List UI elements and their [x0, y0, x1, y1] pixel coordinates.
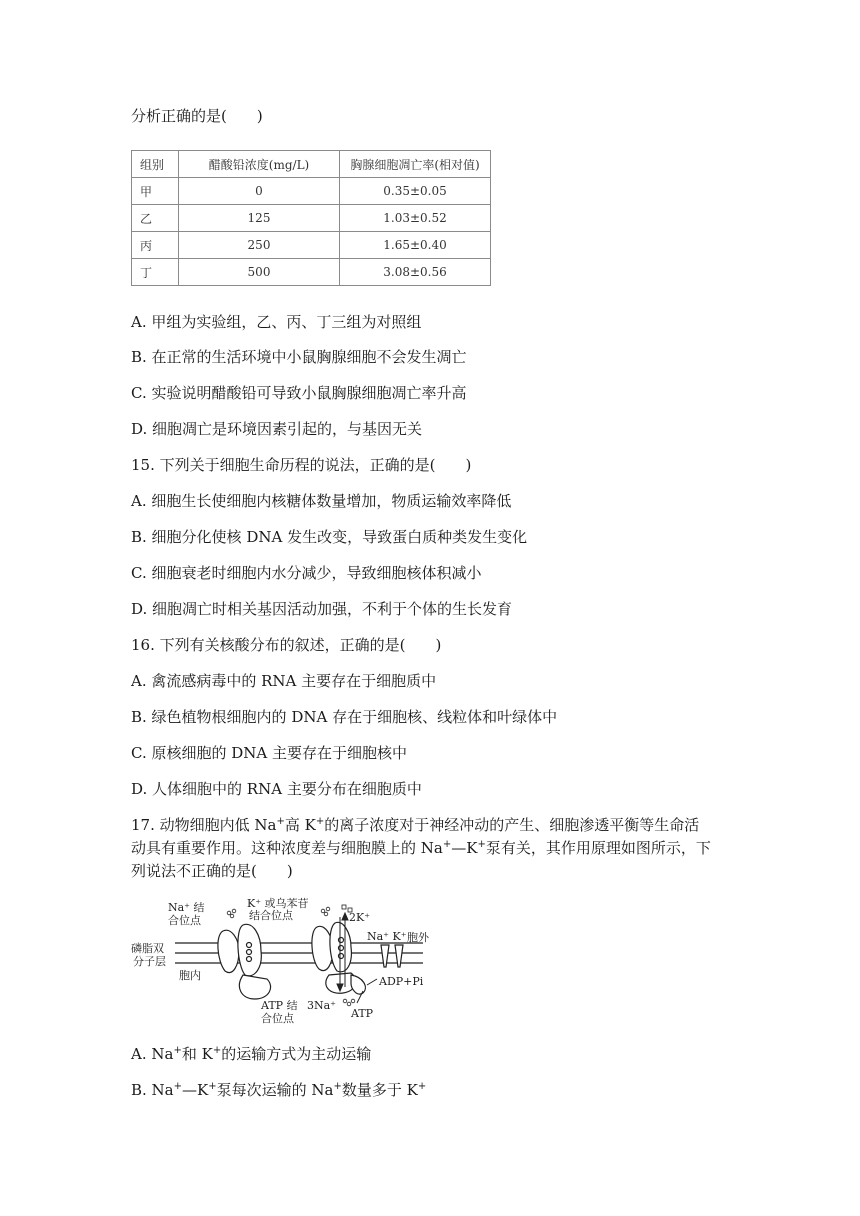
table-cell: 1.65±0.40 [340, 232, 491, 259]
atp-label: ATP [351, 1007, 374, 1020]
q16-option-c: C. 原核细胞的 DNA 主要存在于细胞核中 [131, 744, 408, 762]
table-header: 胸腺细胞凋亡率(相对值) [340, 151, 491, 178]
q14-option-a: A. 甲组为实验组，乙、丙、丁三组为对照组 [131, 313, 422, 331]
table-header: 组别 [132, 151, 179, 178]
q14-option-b: B. 在正常的生活环境中小鼠胸腺细胞不会发生凋亡 [131, 348, 467, 366]
outside-label: 胞外 [407, 931, 429, 944]
table-row [132, 205, 491, 232]
q17-option-b: B. Na+—K+泵每次运输的 Na+数量多于 K+ [131, 1081, 427, 1099]
k-site-label: 结合位点 [249, 909, 293, 922]
ion-channels [381, 945, 403, 967]
bilayer-label: 磷脂双 [131, 942, 164, 955]
q15-option-d: D. 细胞凋亡时相关基因活动加强，不利于个体的生长发育 [131, 600, 513, 618]
q16-stem: 16. 下列有关核酸分布的叙述，正确的是( ) [131, 636, 442, 654]
table-cell: 甲 [132, 178, 179, 205]
q16-option-d: D. 人体细胞中的 RNA 主要分布在细胞质中 [131, 780, 422, 798]
q17-option-a: A. Na+和 K+的运输方式为主动运输 [131, 1045, 372, 1063]
k-site-label: K⁺ 或乌苯苷 [247, 897, 309, 910]
q17-stem-line3: 列说法不正确的是( ) [131, 862, 293, 880]
pump-left [218, 924, 271, 999]
q16-option-a: A. 禽流感病毒中的 RNA 主要存在于细胞质中 [131, 672, 437, 690]
q17-stem-line1: 17. 动物细胞内低 Na+高 K+的离子浓度对于神经冲动的产生、细胞渗透平衡等生命活 [131, 816, 700, 834]
data-table [131, 150, 491, 286]
atp-site-label: 合位点 [261, 1012, 294, 1025]
na-site-label: 合位点 [168, 914, 201, 927]
q15-option-a: A. 细胞生长使细胞内核糖体数量增加，物质运输效率降低 [131, 492, 512, 510]
na-k-channel-label: Na⁺ K⁺ [367, 930, 407, 943]
q15-stem: 15. 下列关于细胞生命历程的说法，正确的是( ) [131, 456, 472, 474]
atp-site-label: ATP 结 [261, 999, 298, 1012]
table-cell: 0.35±0.05 [340, 178, 491, 205]
table-cell: 125 [179, 205, 340, 232]
na-site-label: Na⁺ 结 [168, 901, 205, 914]
table-cell: 丁 [132, 259, 179, 286]
adp-label: ADP+Pi [379, 975, 424, 988]
table-cell: 3.08±0.56 [340, 259, 491, 286]
q16-option-b: B. 绿色植物根细胞内的 DNA 存在于细胞核、线粒体和叶绿体中 [131, 708, 558, 726]
pump-right [312, 922, 365, 994]
table-cell: 250 [179, 232, 340, 259]
table-cell: 500 [179, 259, 340, 286]
q15-option-c: C. 细胞衰老时细胞内水分减少，导致细胞核体积减小 [131, 564, 482, 582]
two-k-label: 2K⁺ [349, 911, 371, 924]
inside-label: 胞内 [179, 969, 201, 982]
table-cell: 乙 [132, 205, 179, 232]
table-row [132, 259, 491, 286]
sodium-potassium-pump-figure [131, 895, 431, 1030]
table-cell: 丙 [132, 232, 179, 259]
three-na-label: 3Na⁺ [307, 999, 336, 1012]
table-cell: 1.03±0.52 [340, 205, 491, 232]
bilayer-label: 分子层 [133, 955, 166, 968]
q14-stem: 分析正确的是( ) [131, 107, 263, 125]
q14-option-d: D. 细胞凋亡是环境因素引起的，与基因无关 [131, 420, 423, 438]
table-cell: 0 [179, 178, 340, 205]
table-row [132, 178, 491, 205]
q15-option-b: B. 细胞分化使核 DNA 发生改变，导致蛋白质种类发生变化 [131, 528, 528, 546]
q17-stem-line2: 动具有重要作用。这种浓度差与细胞膜上的 Na+—K+泵有关，其作用原理如图所示，下 [131, 839, 711, 857]
table-header-row [132, 151, 491, 178]
table-row [132, 232, 491, 259]
q14-option-c: C. 实验说明醋酸铅可导致小鼠胸腺细胞凋亡率升高 [131, 384, 467, 402]
table-header: 醋酸铅浓度(mg/L) [179, 151, 340, 178]
